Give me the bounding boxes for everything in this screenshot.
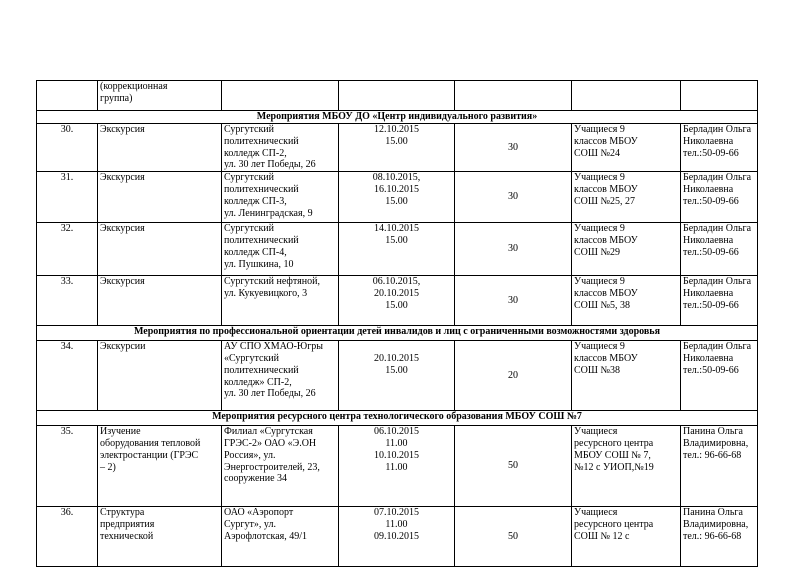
- participants-line: классов МБОУ: [574, 183, 638, 195]
- place-line: колледж» СП-2,: [224, 376, 292, 388]
- cell-responsible: [681, 124, 758, 172]
- place-line: Филиал «Сургутская: [224, 426, 313, 438]
- table-row: [37, 223, 758, 276]
- event-line: оборудования тепловой: [100, 437, 201, 449]
- participants-line: классов МБОУ: [574, 135, 638, 147]
- date-text: 06.10.2015 11.00 10.10.2015 11.00: [374, 426, 419, 473]
- section-title: Мероприятия ресурсного центра технологического образования МБОУ СОШ №7: [37, 411, 758, 426]
- cell-event: [98, 172, 222, 223]
- date-text: 14.10.2015 15.00: [374, 223, 419, 246]
- place-line: Сургутский: [224, 172, 275, 184]
- responsible-line: тел.:50-09-66: [683, 299, 739, 311]
- place-line: политехнический: [224, 234, 299, 246]
- section-header-row: [37, 111, 758, 124]
- place-line: сооружение 34: [224, 473, 288, 485]
- place-line: колледж СП-4,: [224, 246, 287, 258]
- participants-line: ресурсного центра: [574, 437, 654, 449]
- place-line: колледж СП-3,: [224, 195, 287, 207]
- participants-line: классов МБОУ: [574, 287, 638, 299]
- date-text: 20.10.2015 15.00: [374, 352, 419, 376]
- responsible-line: Панина Ольга: [683, 426, 743, 438]
- cell-participants: [572, 124, 681, 172]
- place-line: Сургут», ул.: [224, 518, 276, 530]
- event-line: электростанции (ГРЭС: [100, 449, 199, 461]
- cell-responsible: [681, 223, 758, 276]
- cell-num: 30.: [37, 124, 98, 172]
- section-header-row: [37, 326, 758, 341]
- place-line: ул. Кукуевицкого, 3: [224, 287, 308, 299]
- event-line: Экскурсия: [100, 172, 145, 184]
- participants-line: СОШ №5, 38: [574, 299, 631, 311]
- place-line: ОАО «Аэропорт: [224, 507, 294, 519]
- cell-event: [98, 341, 222, 411]
- participants-line: СОШ №25, 27: [574, 195, 636, 207]
- cell-event: [98, 124, 222, 172]
- place-line: ул. Ленинградская, 9: [224, 207, 313, 219]
- cell-num: 31.: [37, 172, 98, 223]
- section-title: Мероприятия МБОУ ДО «Центр индивидуального развития»: [37, 111, 758, 124]
- responsible-line: Владимировна,: [683, 518, 749, 530]
- section-header-row: [37, 411, 758, 426]
- event-line: предприятия: [100, 518, 155, 530]
- cell-place: [222, 172, 339, 223]
- cell-num: 34.: [37, 341, 98, 411]
- responsible-line: тел.:50-09-66: [683, 195, 739, 207]
- cell-participants: [572, 507, 681, 567]
- event-line: Экскурсия: [100, 223, 145, 235]
- participants-line: Учащиеся 9: [574, 223, 625, 235]
- participants-line: СОШ №29: [574, 246, 621, 258]
- cell-num: 32.: [37, 223, 98, 276]
- cell-event: [98, 426, 222, 507]
- event-line: Структура: [100, 507, 145, 519]
- cell-participants: [572, 341, 681, 411]
- responsible-line: Владимировна,: [683, 437, 749, 449]
- responsible-line: Берладин Ольга: [683, 172, 752, 184]
- cell-responsible: [681, 507, 758, 567]
- cell-count: 30: [455, 124, 572, 172]
- cell-participants: [572, 223, 681, 276]
- responsible-line: тел.:50-09-66: [683, 246, 739, 258]
- place-line: ул. 30 лет Победы, 26: [224, 159, 316, 171]
- table-row: [37, 81, 758, 111]
- participants-line: Учащиеся: [574, 507, 618, 519]
- responsible-line: Николаевна: [683, 183, 734, 195]
- cell-date: [339, 276, 455, 326]
- place-line: политехнический: [224, 183, 299, 195]
- place-line: Энергостроителей, 23,: [224, 461, 320, 473]
- place-line: Сургутский нефтяной,: [224, 276, 320, 288]
- table-row: [37, 172, 758, 223]
- responsible-line: Берладин Ольга: [683, 223, 752, 235]
- cell-count: 30: [455, 223, 572, 276]
- cell-place: [222, 426, 339, 507]
- cell-place: [222, 81, 339, 111]
- responsible-line: Берладин Ольга: [683, 341, 752, 353]
- cell-count: [455, 81, 572, 111]
- date-text: 12.10.2015 15.00: [374, 124, 419, 147]
- responsible-line: Николаевна: [683, 352, 734, 364]
- place-line: Сургутский: [224, 124, 275, 135]
- participants-line: №12 с УИОП,№19: [574, 461, 654, 473]
- cell-count: 30: [455, 172, 572, 223]
- responsible-line: тел.:50-09-66: [683, 147, 739, 159]
- cell-responsible: [681, 426, 758, 507]
- place-line: политехнический: [224, 364, 299, 376]
- cell-responsible: [681, 81, 758, 111]
- responsible-line: Панина Ольга: [683, 507, 743, 519]
- participants-line: Учащиеся: [574, 426, 618, 438]
- cell-participants: [572, 81, 681, 111]
- event-line: Экскурсия: [100, 276, 145, 288]
- place-line: ул. 30 лет Победы, 26: [224, 388, 316, 400]
- responsible-line: тел.: 96-66-68: [683, 530, 742, 542]
- participants-line: Учащиеся 9: [574, 276, 625, 288]
- event-line: Экскурсии: [100, 341, 146, 353]
- participants-line: Учащиеся 9: [574, 124, 625, 135]
- responsible-line: Николаевна: [683, 234, 734, 246]
- cell-count: 30: [455, 276, 572, 326]
- cell-count: 50: [455, 507, 572, 567]
- responsible-line: тел.: 96-66-68: [683, 449, 742, 461]
- place-line: Аэрофлотская, 49/1: [224, 530, 308, 542]
- cell-place: [222, 223, 339, 276]
- section-title: Мероприятия по профессиональной ориентации детей инвалидов и лиц с ограниченными возможностями здоровья: [37, 326, 758, 341]
- participants-line: классов МБОУ: [574, 352, 638, 364]
- cell-date: [339, 426, 455, 507]
- cell-num: 33.: [37, 276, 98, 326]
- cell-place: [222, 276, 339, 326]
- table-row: [37, 341, 758, 411]
- participants-line: Учащиеся 9: [574, 341, 625, 353]
- participants-line: классов МБОУ: [574, 234, 638, 246]
- cell-date: [339, 507, 455, 567]
- cell-date: [339, 172, 455, 223]
- place-line: ГРЭС-2» ОАО «Э.ОН: [224, 437, 317, 449]
- date-text: 07.10.2015 11.00 09.10.2015: [374, 507, 419, 542]
- cell-date: [339, 341, 455, 411]
- responsible-line: тел.:50-09-66: [683, 364, 739, 376]
- place-line: «Сургутский: [224, 352, 280, 364]
- responsible-line: Берладин Ольга: [683, 276, 752, 288]
- place-line: АУ СПО ХМАО-Югры: [224, 341, 324, 353]
- event-line: Экскурсия: [100, 124, 145, 135]
- cell-responsible: [681, 341, 758, 411]
- cell-date: [339, 223, 455, 276]
- event-line: Изучение: [100, 426, 141, 438]
- event-line: – 2): [100, 461, 116, 473]
- cell-place: [222, 507, 339, 567]
- event-line: технической: [100, 530, 154, 542]
- participants-line: СОШ №24: [574, 147, 621, 159]
- cell-num: [37, 81, 98, 111]
- cell-event: [98, 223, 222, 276]
- cell-event: [98, 276, 222, 326]
- participants-line: МБОУ СОШ № 7,: [574, 449, 651, 461]
- place-line: колледж СП-2,: [224, 147, 287, 159]
- cell-participants: [572, 276, 681, 326]
- cell-responsible: [681, 172, 758, 223]
- cell-date: [339, 81, 455, 111]
- place-line: Россия», ул.: [224, 449, 276, 461]
- cell-responsible: [681, 276, 758, 326]
- cell-participants: [572, 172, 681, 223]
- cell-count: 50: [455, 426, 572, 507]
- responsible-line: Николаевна: [683, 135, 734, 147]
- place-line: ул. Пушкина, 10: [224, 258, 294, 270]
- cell-event: [98, 81, 222, 111]
- place-line: политехнический: [224, 135, 299, 147]
- participants-line: СОШ №38: [574, 364, 621, 376]
- events-table: [36, 80, 758, 567]
- cell-date: [339, 124, 455, 172]
- responsible-line: Николаевна: [683, 287, 734, 299]
- table-row: [37, 276, 758, 326]
- cell-place: [222, 124, 339, 172]
- participants-line: Учащиеся 9: [574, 172, 625, 184]
- place-line: Сургутский: [224, 223, 275, 235]
- event-line: (коррекционная: [100, 81, 168, 92]
- table-row: [37, 124, 758, 172]
- date-text: 06.10.2015, 20.10.2015 15.00: [372, 276, 421, 311]
- cell-participants: [572, 426, 681, 507]
- date-text: 08.10.2015, 16.10.2015 15.00: [372, 172, 421, 207]
- responsible-line: Берладин Ольга: [683, 124, 752, 135]
- cell-event: [98, 507, 222, 567]
- table-row: [37, 507, 758, 567]
- cell-place: [222, 341, 339, 411]
- participants-line: ресурсного центра: [574, 518, 654, 530]
- table-row: [37, 426, 758, 507]
- cell-count: 20: [455, 341, 572, 411]
- event-line: группа): [100, 92, 133, 104]
- cell-num: 35.: [37, 426, 98, 507]
- participants-line: СОШ № 12 с: [574, 530, 630, 542]
- cell-num: 36.: [37, 507, 98, 567]
